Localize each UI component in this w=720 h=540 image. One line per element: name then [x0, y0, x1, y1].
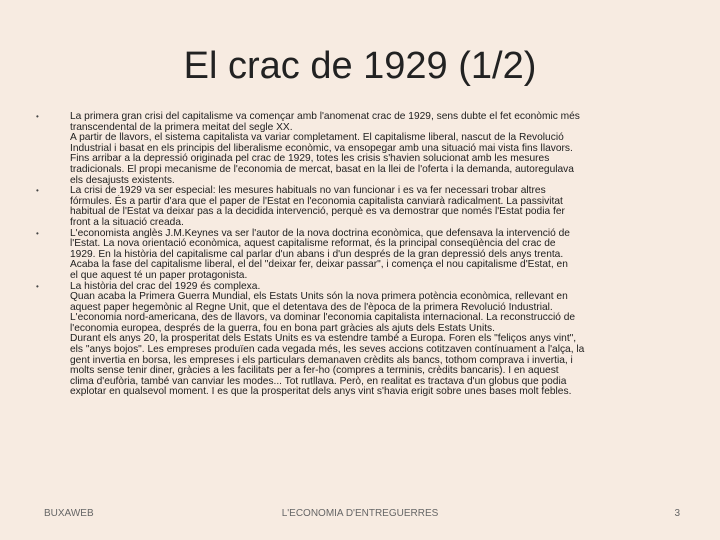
text-line: explotar en qualsevol moment. I es que la prosperitat dels anys vint s'havia erigit sobre unes bases molt febles.	[70, 386, 572, 398]
text-line: Fins arribar a la depressió originada pel crac de 1929, totes les crisis s'havien solucionat amb les mesures	[70, 153, 550, 165]
text-line: habitual de l'Estat va deixar pas a la decidida intervenció, perquè es va demostrar que només l'Estat podia fer	[70, 206, 565, 218]
bullet-item-3	[36, 229, 692, 282]
text-line: Durant els anys 20, la prosperitat dels Estats Units es va estendre també a Europa. Foren els "feliços anys vint",	[70, 333, 577, 345]
text-line: L'economia nord-americana, des de llavors, va dominar l'economia capitalista internacional. La reconstrucció de	[70, 312, 576, 324]
bullet-item-4	[36, 282, 692, 399]
slide-title: El crac de 1929 (1/2)	[183, 45, 537, 87]
text-line: tradicionals. El propi mecanisme de l'economia de mercat, basat en la llei de l'oferta i la demanda, autoregulava	[70, 163, 574, 175]
bullet-item-2	[36, 186, 692, 228]
text-line: l'economia europea, després de la guerra, fou en bona part gràcies als ajuts dels Estats Units.	[70, 322, 495, 334]
text-line: 1929. En la història del capitalisme cal parlar d'un abans i d'un després de la gran depressió dels anys trenta.	[70, 248, 564, 260]
text-line: els desajusts existents.	[70, 174, 175, 186]
footer-author: BUXAWEB	[44, 508, 94, 519]
text-line: A partir de llavors, el sistema capitalista va variar completament. El capitalisme liberal, nascut de la Revolució	[70, 132, 564, 144]
bullet-item-1	[36, 112, 692, 186]
text-line: La primera gran crisi del capitalisme va començar amb l'anomenat crac de 1929, sens dubte el fet econòmic més	[70, 111, 580, 122]
text-line: molts sense tenir diner, gràcies a les facilitats per a fer-ho (compres a terminis, crèdits bancaris). I en aquest	[70, 365, 559, 377]
bullet-icon: •	[36, 112, 39, 121]
bullet-icon: •	[36, 228, 39, 238]
text-line: L'economista anglès J.M.Keynes va ser l'autor de la nova doctrina econòmica, que defensava la intervenció de	[70, 227, 570, 239]
text-line: aquest paper hegemònic al Regne Unit, que el detentava des de l'època de la primera Revolució Industrial.	[70, 301, 553, 313]
bullet-icon: •	[36, 281, 39, 291]
text-line: l'Estat. La nova orientació econòmica, aquest capitalisme reformat, és la principal conseqüència del crac de	[70, 238, 556, 250]
page-number: 3	[674, 508, 680, 519]
text-line: els "anys bojos". Les empreses produïen cada vegada més, les seves accions cotitzaven contínuament a l'alça, la	[70, 344, 585, 356]
text-line: transcendental de la primera meitat del segle XX.	[70, 121, 293, 133]
text-line: fórmules. És a partir d'ara que el paper de l'Estat en l'economia capitalista canviarà radicalment. La passivitat	[70, 195, 563, 207]
bullet-icon: •	[36, 186, 39, 196]
text-line: La crisi de 1929 va ser especial: les mesures habituals no van funcionar i es va fer necessari trobar altres	[70, 185, 546, 197]
text-line: gent invertia en borsa, les empreses i els particulars demanaven crèdits als bancs, tothom comprava i invertia, i	[70, 354, 573, 366]
text-line: Industrial i basat en els principis del liberalisme econòmic, va ensopegar amb una situació mai vista fins llavors.	[70, 142, 573, 154]
footer-title: L'ECONOMIA D'ENTREGUERRES	[281, 508, 439, 519]
text-line: front a la situació creada.	[70, 216, 184, 228]
slide-content	[36, 112, 692, 398]
text-line: Quan acaba la Primera Guerra Mundial, els Estats Units són la nova primera potència econòmica, rellevant en	[70, 291, 568, 303]
text-line: el que aquest té un paper protagonista.	[70, 269, 248, 281]
text-line: La història del crac del 1929 és complexa.	[70, 280, 261, 292]
text-line: Acaba la fase del capitalisme liberal, el del "deixar fer, deixar passar", i comença el nou capitalisme d'Estat, en	[70, 259, 568, 271]
text-line: clima d'eufòria, també van canviar les modes... Tot rutllava. Però, en realitat es tractava d'un globus que podia	[70, 375, 567, 387]
